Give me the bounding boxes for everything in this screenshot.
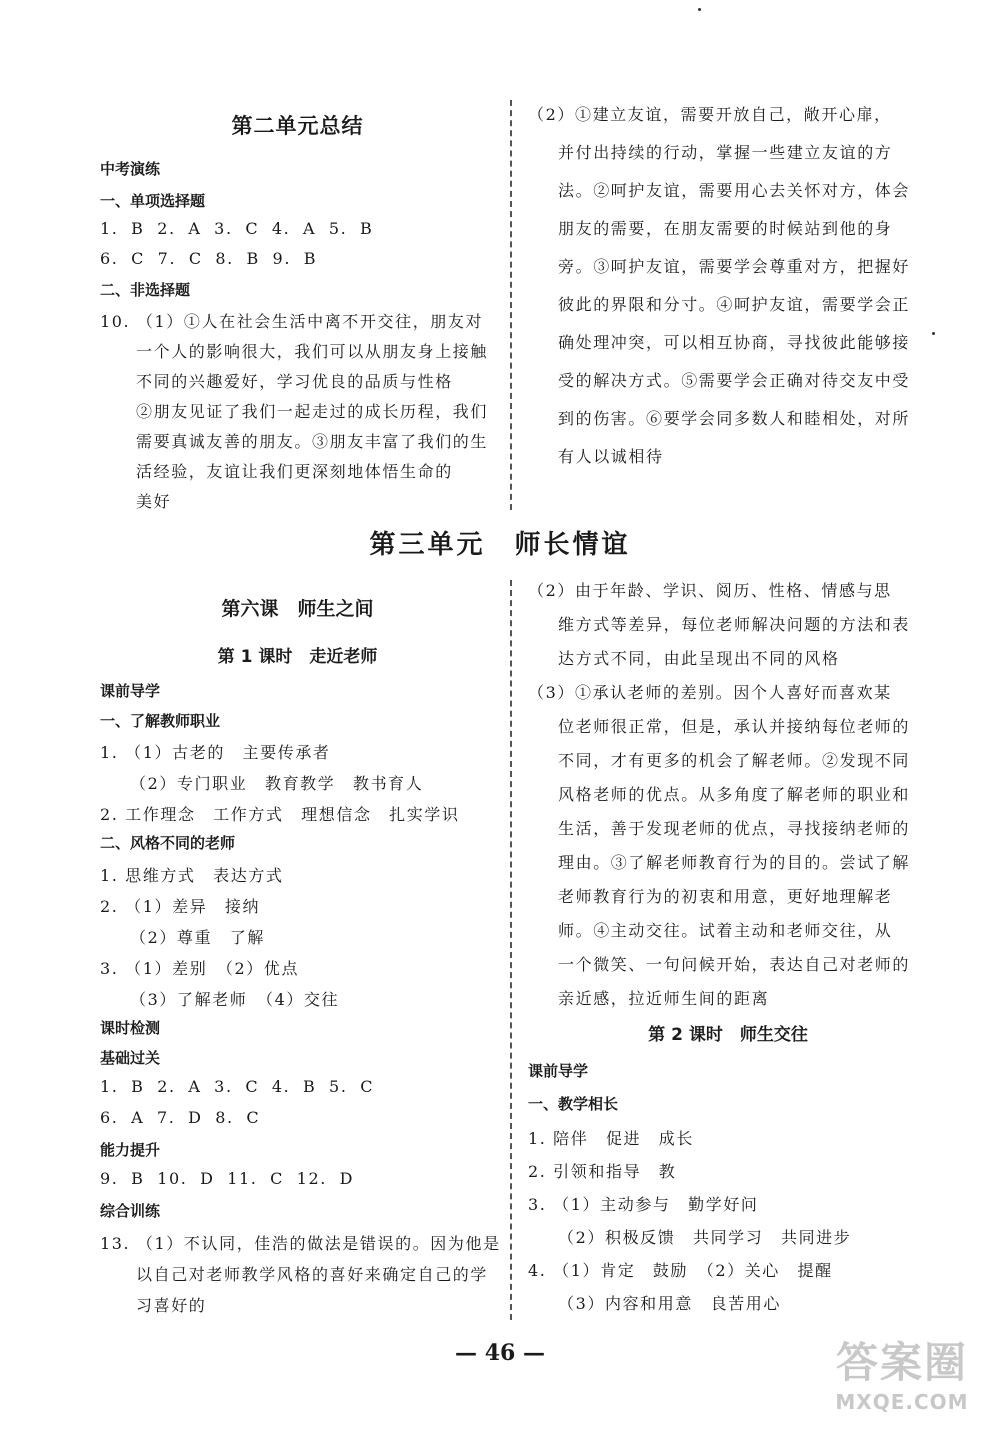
section-2-item: （2）尊重 了解 (130, 928, 265, 947)
right-answer-line: 亲近感，拉近师生间的距离 (558, 989, 770, 1008)
scan-speck (932, 332, 935, 335)
q10-line: 10. （1）①人在社会生活中离不开交往，朋友对 (100, 312, 484, 331)
q10-2-line: 有人以诚相待 (558, 447, 664, 466)
basic-heading: 基础过关 (100, 1049, 161, 1067)
right-answer-line: （2）由于年龄、学识、阅历、性格、情感与思 (528, 581, 892, 600)
page-number: — 46 — (455, 1340, 545, 1366)
q10-2-line: 旁。③呵护友谊，需要学会尊重对方，把握好 (558, 257, 911, 276)
q13-line: 习喜好的 (136, 1296, 207, 1315)
period2-title: 第 2 课时 师生交往 (648, 1025, 808, 1045)
q10-line: 美好 (136, 492, 172, 511)
teaching-growth-heading: 一、教学相长 (528, 1095, 619, 1113)
section-2-item: 1. 思维方式 表达方式 (100, 866, 284, 885)
teaching-item: 2. 引领和指导 教 (528, 1162, 677, 1181)
teaching-item: （3）内容和用意 良苦用心 (558, 1294, 781, 1313)
q10-2-line: （2）①建立友谊，需要开放自己，敞开心扉， (528, 105, 892, 124)
watermark-logo (822, 1330, 982, 1414)
q10-2-line: 并付出持续的行动，掌握一些建立友谊的方 (558, 143, 893, 162)
right-answer-line: 风格老师的优点。从多角度了解老师的职业和 (558, 785, 911, 804)
section-1-item: （2）专门职业 教育教学 教书育人 (130, 774, 424, 793)
right-answer-line: 一个微笑、一句问候开始，表达自己对老师的 (558, 955, 911, 974)
exam-practice-heading: 中考演练 (100, 160, 161, 178)
watermark-line1: 答案圈 (835, 1338, 968, 1387)
check-heading: 课时检测 (100, 1019, 161, 1037)
comprehensive-heading: 综合训练 (100, 1202, 161, 1220)
basic-answers-row-2: 6. A 7. D 8. C (100, 1108, 261, 1127)
q13-line: 以自己对老师教学风格的喜好来确定自己的学 (136, 1265, 489, 1284)
single-choice-heading: 一、单项选择题 (100, 192, 206, 210)
q10-2-line: 彼此的界限和分寸。④呵护友谊，需要学会正 (558, 295, 911, 314)
answers-row-1: 1. B 2. A 3. C 4. A 5. B (100, 219, 374, 238)
ability-answers-row: 9. B 10. D 11. C 12. D (100, 1169, 355, 1188)
section-2-item: （3）了解老师 （4）交往 (130, 990, 340, 1009)
unit2-summary-title: 第二单元总结 (231, 114, 364, 138)
right-answer-line: 老师教育行为的初衷和用意，更好地理解老 (558, 887, 893, 906)
column-divider-bottom (510, 580, 512, 1320)
right-answer-line: 位老师很正常，但是，承认并接纳每位老师的 (558, 717, 911, 736)
unit3-title: 第三单元 师长情谊 (369, 530, 631, 560)
teaching-item: 4. （1）肯定 鼓励 （2）关心 提醒 (528, 1261, 833, 1280)
q10-line: ②朋友见证了我们一起走过的成长历程，我们 (136, 402, 489, 421)
section-1-item: 2. 工作理念 工作方式 理想信念 扎实学识 (100, 805, 460, 824)
column-divider-top (510, 100, 512, 510)
pre-study-heading-2: 课前导学 (528, 1062, 589, 1080)
teaching-item: 1. 陪伴 促进 成长 (528, 1129, 694, 1148)
q10-line: 不同的兴趣爱好，学习优良的品质与性格 (136, 372, 453, 391)
scan-speck (698, 8, 701, 11)
q10-line: 一个人的影响很大，我们可以从朋友身上接触 (136, 342, 489, 361)
q10-2-line: 确处理冲突，可以相互协商，寻找彼此能够接 (558, 333, 911, 352)
section-2-heading: 二、风格不同的老师 (100, 834, 236, 852)
lesson6-title: 第六课 师生之间 (221, 598, 374, 620)
section-2-item: 2. （1）差异 接纳 (100, 897, 261, 916)
q13-line: 13. （1）不认同，佳浩的做法是错误的。因为他是 (100, 1234, 501, 1253)
q10-line: 需要真诚友善的朋友。③朋友丰富了我们的生 (136, 432, 489, 451)
pre-study-heading: 课前导学 (100, 682, 161, 700)
q10-2-line: 朋友的需要，在朋友需要的时候站到他的身 (558, 219, 893, 238)
right-answer-line: 理由。③了解老师教育行为的目的。尝试了解 (558, 853, 911, 872)
section-2-item: 3. （1）差别 （2）优点 (100, 959, 300, 978)
right-answer-line: 师。④主动交往。试着主动和老师交往，从 (558, 921, 893, 940)
right-answer-line: 不同，才有更多的机会了解老师。②发现不同 (558, 751, 911, 770)
q10-2-line: 法。②呵护友谊，需要用心去关怀对方，体会 (558, 181, 911, 200)
right-answer-line: （3）①承认老师的差别。因个人喜好而喜欢某 (528, 683, 892, 702)
basic-answers-row-1: 1. B 2. A 3. C 4. B 5. C (100, 1077, 375, 1096)
q10-line: 活经验，友谊让我们更深刻地体悟生命的 (136, 462, 453, 481)
period1-title: 第 1 课时 走近老师 (217, 647, 378, 667)
ability-heading: 能力提升 (100, 1141, 161, 1159)
right-answer-line: 维方式等差异，每位老师解决问题的方法和表 (558, 615, 911, 634)
teaching-item: （2）积极反馈 共同学习 共同进步 (558, 1228, 852, 1247)
non-choice-heading: 二、非选择题 (100, 281, 191, 299)
q10-2-line: 到的伤害。⑥要学会同多数人和睦相处，对所 (558, 409, 911, 428)
section-1-heading: 一、了解教师职业 (100, 712, 221, 730)
answers-row-2: 6. C 7. C 8. B 9. B (100, 249, 318, 268)
q10-2-line: 受的解决方式。⑤需要学会正确对待交友中受 (558, 371, 911, 390)
right-answer-line: 生活，善于发现老师的优点，寻找接纳老师的 (558, 819, 911, 838)
teaching-item: 3. （1）主动参与 勤学好问 (528, 1195, 759, 1214)
right-answer-line: 达方式不同，由此呈现出不同的风格 (558, 649, 840, 668)
watermark-line2: MXQE.COM (835, 1390, 969, 1414)
section-1-item: 1. （1）古老的 主要传承者 (100, 743, 331, 762)
